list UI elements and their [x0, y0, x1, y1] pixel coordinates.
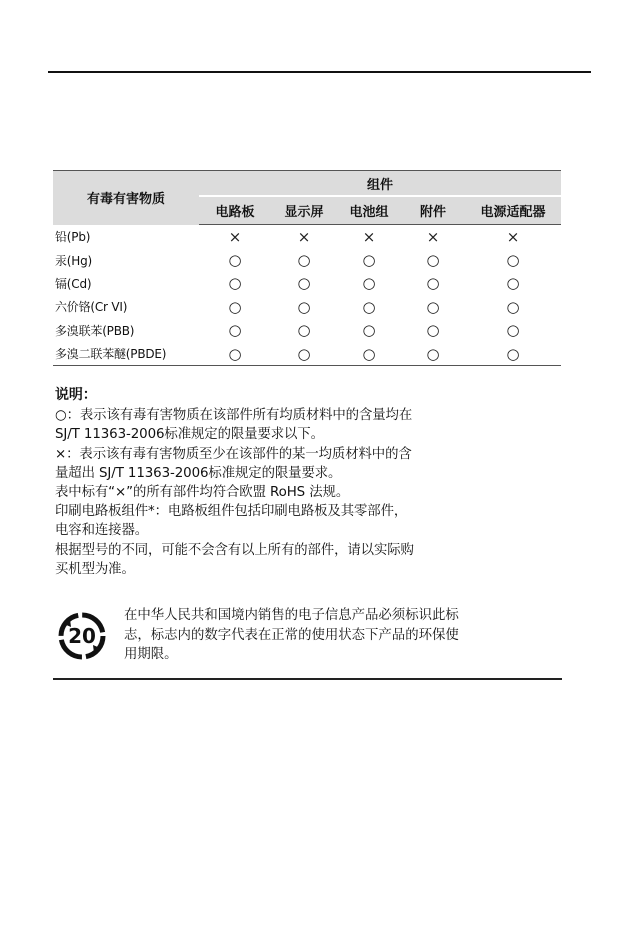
- column-header-circuit-board: 电路板: [199, 196, 271, 225]
- note-line: 量超出 SJ/T 11363-2006标准规定的限量要求。: [55, 465, 342, 481]
- exceeds-mark: ×: [297, 227, 311, 246]
- compliant-mark: ○: [199, 342, 271, 366]
- compliant-mark: ○: [426, 321, 440, 340]
- compliant-mark: ○: [297, 321, 311, 340]
- exceeds-mark: ×: [228, 227, 242, 246]
- note-line: 电容和连接器。: [55, 523, 149, 539]
- compliant-mark: ○: [426, 297, 440, 316]
- note-line: 买机型为准。: [55, 561, 135, 577]
- environmental-protection-use-period: [56, 606, 556, 676]
- table-row: [53, 319, 561, 342]
- table-row: [53, 248, 561, 271]
- logo-number: 20: [68, 624, 96, 648]
- note-line: ○：表示该有毒有害物质在该部件所有均质材料中的含量均在: [55, 408, 413, 424]
- compliant-mark: ○: [362, 297, 376, 316]
- compliant-mark: ○: [228, 297, 242, 316]
- compliant-mark: ○: [426, 274, 440, 293]
- compliant-mark: ○: [362, 321, 376, 340]
- column-header-power-adapter: 电源适配器: [465, 196, 561, 225]
- table-row: [53, 342, 561, 366]
- top-rule: [48, 71, 591, 73]
- eco-line: 用期限。: [124, 647, 178, 662]
- substance-name: 多溴联苯(PBB): [55, 323, 135, 338]
- compliant-mark: ○: [506, 321, 520, 340]
- compliant-mark: ○: [271, 342, 337, 366]
- substance-name: 镉(Cd): [55, 276, 92, 291]
- eco-line: 在中华人民共和国境内销售的电子信息产品必须标识此标: [124, 608, 459, 623]
- note-line: 根据型号的不同，可能不会含有以上所有的部件，请以实际购: [55, 542, 414, 558]
- compliant-mark: ○: [426, 251, 440, 270]
- compliant-mark: ○: [465, 342, 561, 366]
- eco-statement: [124, 606, 556, 665]
- compliant-mark: ○: [297, 251, 311, 270]
- compliant-mark: ○: [506, 297, 520, 316]
- note-line: SJ/T 11363-2006标准规定的限量要求以下。: [55, 427, 324, 443]
- column-header-display: 显示屏: [271, 196, 337, 225]
- compliant-mark: ○: [506, 251, 520, 270]
- substance-name: 多溴二联苯醚(PBDE): [53, 342, 199, 366]
- substance-name: 汞(Hg): [55, 253, 93, 268]
- compliant-mark: ○: [362, 251, 376, 270]
- compliant-mark: ○: [506, 274, 520, 293]
- column-header-battery: 电池组: [337, 196, 401, 225]
- note-line: 表中标有“×”的所有部件均符合欧盟 RoHS 法规。: [55, 485, 350, 501]
- substance-name: 六价铬(Cr VI): [55, 300, 128, 315]
- compliant-mark: ○: [228, 274, 242, 293]
- exceeds-mark: ×: [506, 227, 520, 246]
- notes-section: [55, 386, 525, 579]
- compliant-mark: ○: [297, 297, 311, 316]
- compliant-mark: ○: [297, 274, 311, 293]
- table-row: [53, 272, 561, 295]
- compliant-mark: ○: [337, 342, 401, 366]
- note-line: 印刷电路板组件*：电路板组件包括印刷电路板及其零部件，: [55, 504, 408, 520]
- compliant-mark: ○: [362, 274, 376, 293]
- recycling-20-icon: [56, 610, 108, 662]
- eco-line: 志，标志内的数字代表在正常的使用状态下产品的环保使: [124, 627, 459, 643]
- compliant-mark: ○: [228, 251, 242, 270]
- bottom-rule: [53, 678, 562, 680]
- table-row: [53, 295, 561, 318]
- exceeds-mark: ×: [362, 227, 376, 246]
- notes-heading: 说明：: [55, 387, 97, 403]
- exceeds-mark: ×: [426, 227, 440, 246]
- compliant-mark: ○: [228, 321, 242, 340]
- table-row: [53, 225, 561, 249]
- compliant-mark: ○: [401, 342, 465, 366]
- column-header-accessories: 附件: [401, 196, 465, 225]
- substance-column-header: 有毒有害物质: [53, 171, 199, 225]
- hazardous-substance-table: [53, 170, 561, 366]
- component-group-header: 组件: [199, 171, 561, 197]
- note-line: ×：表示该有毒有害物质至少在该部件的某一均质材料中的含: [55, 446, 412, 462]
- substance-name: 铅(Pb): [55, 229, 91, 244]
